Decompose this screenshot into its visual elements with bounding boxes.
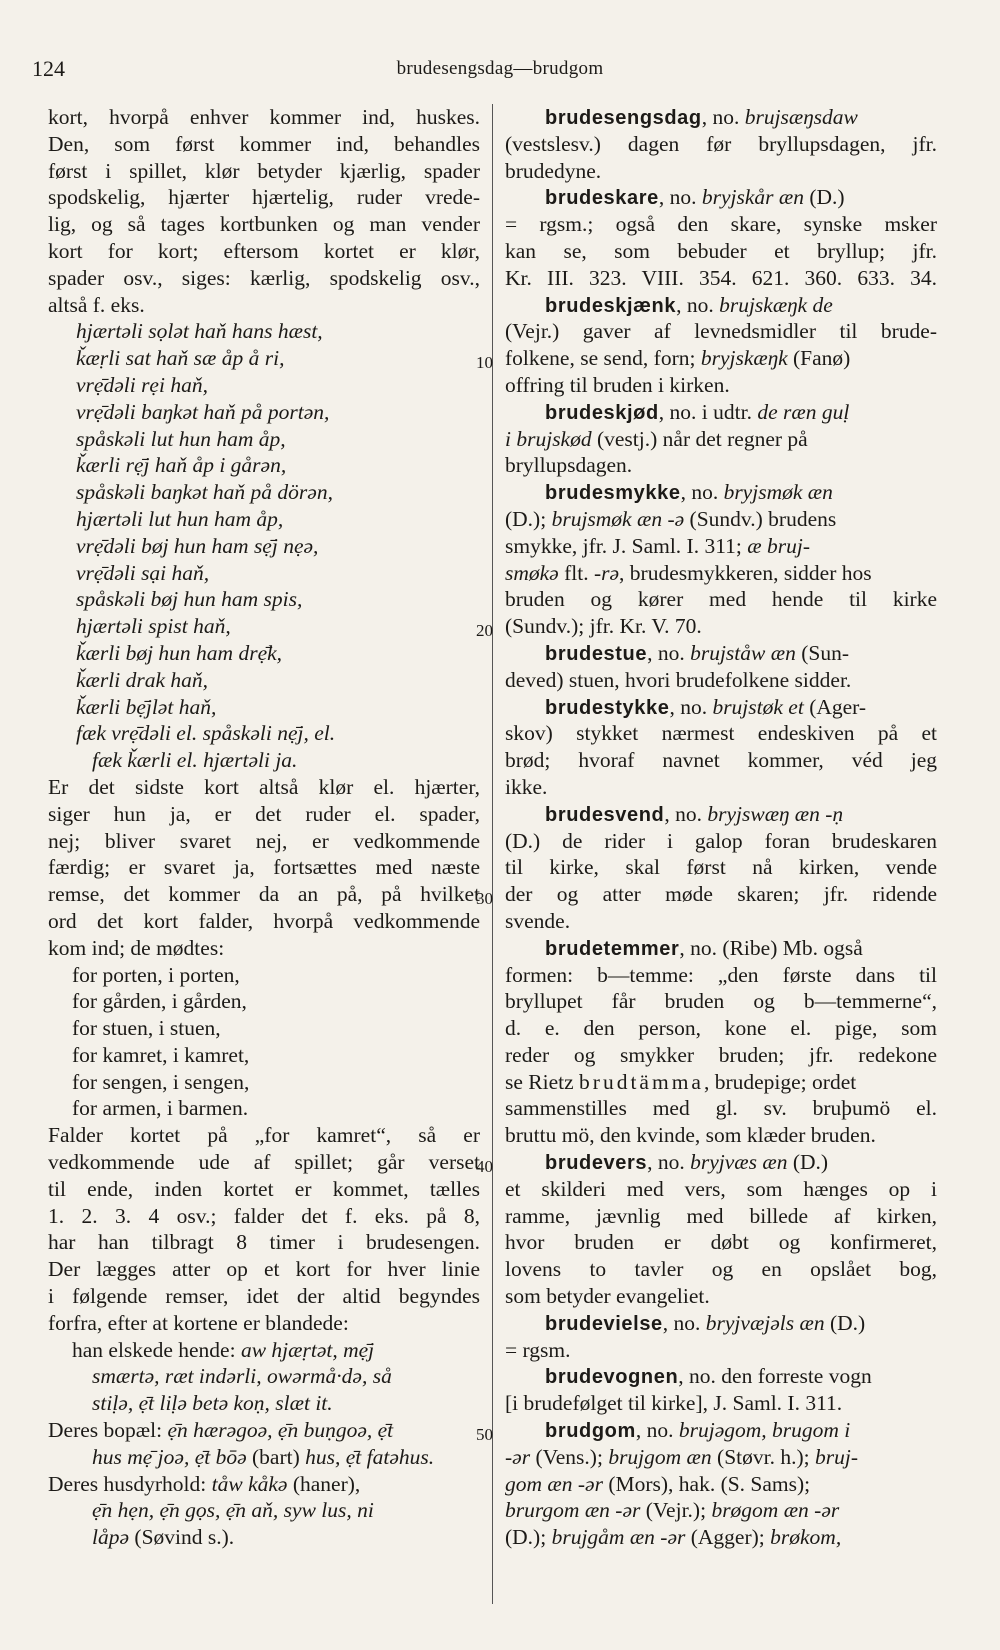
entry-brudgom	[505, 1417, 937, 1444]
text-line: lovens to tavler og en opslået bog,	[505, 1257, 937, 1282]
dialect-text: brujgom æn	[608, 1444, 712, 1469]
entry-text: , brudepige; ordet	[703, 1069, 857, 1094]
entry-text: , no. den forreste vogn	[678, 1364, 872, 1389]
entry-text: (Agger);	[685, 1525, 771, 1550]
headword: brudesmykke	[545, 482, 681, 505]
dialect-text: -rə	[593, 560, 620, 585]
text-line	[505, 426, 937, 453]
entry-text: , no.	[676, 292, 720, 317]
dialect-text: brøkom,	[770, 1525, 842, 1550]
text-line: færdig; er svaret ja, fortsættes med næste	[48, 855, 480, 880]
entry-brudevielse	[505, 1310, 937, 1337]
text-line	[505, 1497, 937, 1524]
entry-text: (D.)	[803, 185, 845, 210]
text-line: formen: b—temme: „den første dans til	[505, 962, 937, 987]
text-line	[505, 345, 937, 372]
remse-line	[48, 1337, 480, 1364]
verse-line: fæk ǩærli el. hjærtəli ja.	[92, 748, 298, 773]
remse-label: han elskede hende:	[72, 1337, 241, 1362]
gloss-text: (Søvind s.).	[129, 1525, 235, 1550]
text-line: bruden og kører med hende til kirke	[505, 587, 937, 612]
headword: brudevognen	[545, 1366, 679, 1389]
entry-text: , no.	[680, 480, 724, 505]
dialect-text: bryjswæŋ æn -ṇ	[707, 801, 844, 826]
text-line: til ende, inden kortet er kommet, tælles	[48, 1176, 480, 1201]
text-line: (Vejr.) gaver af levnedsmidler til brude-	[505, 319, 937, 344]
dialect-text: hus, ẹ̄t fatəhus.	[305, 1444, 435, 1469]
entry-brudevers	[505, 1149, 937, 1176]
text-line	[505, 506, 937, 533]
rhyme-line: for gården, i gården,	[72, 989, 247, 1014]
entry-brudesmykke	[505, 479, 937, 506]
column-divider	[492, 104, 493, 1604]
headword: brudesengsdag	[545, 107, 702, 129]
entry-text: (Vens.);	[530, 1444, 609, 1469]
entry-text: , brudesmykkeren, sidder hos	[619, 560, 872, 585]
remse-line: stiḷə, ẹ̄t liḷə betə koṇ, slæt it.	[92, 1391, 333, 1416]
line-number-40: 40	[476, 1157, 493, 1176]
headword: brudeskjød	[545, 401, 659, 424]
verse-line: ǩærli drak haň,	[76, 667, 208, 692]
text-line: deved) stuen, hvori brudefolkene sidder.	[505, 667, 852, 692]
headword: brudetemmer	[545, 937, 680, 960]
line-number-50: 50	[476, 1425, 493, 1444]
entry-text: (Støvr. h.);	[711, 1444, 815, 1469]
dialect-text: brujstøk et	[712, 694, 804, 719]
text-line: lig, og så tages kortbunken og man vender	[48, 212, 480, 237]
verse-line: vrẹ̄dəli baŋkət haň på portən,	[76, 399, 330, 424]
dialect-text: de ræn guḷ	[757, 399, 850, 424]
text-line: sammenstilles med gl. sv. bruþumö el.	[505, 1096, 937, 1121]
gloss-text: (haner),	[287, 1471, 361, 1496]
dialect-text: bruj-	[814, 1444, 858, 1469]
dialect-text: brujsæŋsdaw	[744, 105, 858, 129]
remse-label: Deres husdyrhold:	[48, 1471, 212, 1496]
text-line: først i spillet, klør betyder kjærlig, spader	[48, 158, 480, 183]
dialect-text: bryjvæs æn	[690, 1150, 788, 1175]
text-line: 1. 2. 3. 4 osv.; falder det f. eks. på 8,	[48, 1203, 480, 1228]
remse-line	[48, 1524, 480, 1551]
text-line: Kr. III. 323. VIII. 354. 621. 360. 633. 34.	[505, 265, 937, 290]
verse-line: ǩærli bøj hun ham drẹ̄k,	[76, 640, 283, 665]
entry-text: , no.	[647, 640, 691, 665]
entry-text: (D.);	[505, 506, 552, 531]
text-line: Er det sidste kort altså klør el. hjærter,	[48, 774, 480, 799]
text-line	[505, 1524, 937, 1551]
text-line: [i brudefølget til kirke], J. Saml. I. 311.	[505, 1391, 843, 1416]
entry-text: (Mors), hak. (S. Sams);	[602, 1471, 811, 1496]
dialect-text: -ər	[505, 1444, 531, 1469]
text-line: svende.	[505, 908, 571, 933]
verse-line: vrẹ̄dəli bøj hun ham sẹ̄j nẹə,	[76, 533, 319, 558]
entry-brudesengsdag	[505, 104, 937, 131]
entry-text: smykke, jfr. J. Saml. I. 311;	[505, 533, 748, 558]
line-number-20: 20	[476, 621, 493, 640]
entry-text: (Ager-	[803, 694, 867, 719]
entry-text: folkene, se send, forn;	[505, 346, 701, 371]
verse-line: hjærtəli sọlət haň hans hæst,	[76, 319, 323, 344]
text-line: spodskelig, hjærter hjærtelig, ruder vrede-	[48, 185, 480, 210]
text-line: ikke.	[505, 774, 548, 799]
entry-brudevognen	[505, 1363, 937, 1390]
dialect-text: æ bruj-	[747, 533, 810, 558]
verse-line: vrẹ̄dəli sại haň,	[76, 560, 210, 585]
dialect-text: tåw kåkə	[211, 1471, 288, 1496]
text-line: skov) stykket nærmest endeskiven på et	[505, 721, 937, 746]
verse-line: ǩærli rẹ̄j haň åp i gårən,	[76, 453, 287, 478]
entry-text: (D.);	[505, 1525, 552, 1550]
headword: brudestue	[545, 642, 648, 665]
text-line: ord det kort falder, hvorpå vedkommende	[48, 908, 480, 933]
dialect-text: ẹ̄n hærəgoə, ẹ̄n buṇgoə, ẹ̄t	[167, 1418, 394, 1443]
rhyme-line: for sengen, i sengen,	[72, 1069, 250, 1094]
remse-line	[48, 1444, 480, 1471]
entry-text: flt.	[558, 560, 594, 585]
text-line: der og atter møde skaren; jfr. ridende	[505, 882, 937, 907]
verse-line: hjærtəli spist haň,	[76, 614, 231, 639]
verse-line: ǩæṛli sat haň sæ åp å ri,	[76, 346, 285, 371]
dialect-text: låpə	[92, 1525, 130, 1550]
text-line: har han tilbragt 8 timer i brudesengen.	[48, 1230, 480, 1255]
verse-line: spåskəli baŋkət haň på dörən,	[76, 480, 333, 505]
entry-text: , no. (Ribe) Mb. også	[679, 935, 863, 960]
text-line: bruttu mö, den kvinde, som klæder bruden.	[505, 1123, 876, 1148]
verse-line: ǩærli bẹ̄jlət haň,	[76, 694, 217, 719]
text-line: bryllupsdagen.	[505, 453, 633, 478]
text-line: Falder kortet på „for kamret“, så er	[48, 1123, 480, 1148]
text-line: brudedyne.	[505, 158, 602, 183]
text-line: Der lægges atter op et kort for hver linie	[48, 1257, 480, 1282]
entry-text: se Rietz	[505, 1069, 580, 1094]
text-line: reder og smykker bruden; jfr. redekone	[505, 1042, 937, 1067]
remse-line: smærtə, ræt indərli, owərmå·də, så	[92, 1364, 392, 1389]
text-line: = rgsm.	[505, 1337, 571, 1362]
verse-line: vrẹ̄dəli rẹi haň,	[76, 372, 208, 397]
text-line: (Sundv.); jfr. Kr. V. 70.	[505, 614, 702, 639]
dialect-text: smøkə	[505, 560, 559, 585]
text-line: remse, det kommer da an på, på hvilket	[48, 882, 480, 907]
spaced-text: brudtämma	[579, 1069, 704, 1094]
text-line: siger hun ja, er det ruder el. spader,	[48, 801, 480, 826]
rhyme-line: for stuen, i stuen,	[72, 1016, 221, 1041]
entry-text: (Vejr.);	[640, 1498, 712, 1523]
text-line: bryllupet får bruden og b—temmerne“,	[505, 989, 937, 1014]
verse-line: fæk vrẹ̄dəli el. spåskəli nẹ̄j, el.	[76, 721, 336, 746]
rhyme-line: for kamret, i kamret,	[72, 1042, 250, 1067]
dialect-text: hus mẹ̄ joə, ẹ̄t bōə	[92, 1444, 247, 1469]
entry-text: , no.	[662, 1310, 706, 1335]
entry-brudeskare	[505, 184, 937, 211]
dialect-text: aw hjæṛtət, mẹ̄j	[240, 1337, 375, 1362]
dialect-text: brujsmøk æn -ə	[551, 506, 685, 531]
dialect-text: i brujskød	[505, 426, 592, 451]
text-line: ramme, jævnlig med billede af kirken,	[505, 1203, 937, 1228]
dialect-text: bryjskæŋk	[700, 346, 788, 371]
entry-text: , no.	[669, 694, 713, 719]
text-line: vedkommende ude af spillet; går verset	[48, 1150, 480, 1175]
dialect-text: brujəgom, brugom i	[678, 1418, 851, 1443]
page-number: 124	[32, 56, 65, 81]
text-line: nej; bliver svaret nej, er vedkommende	[48, 828, 480, 853]
headword: brudeskare	[545, 187, 659, 210]
headword: brudesvend	[545, 803, 665, 826]
dialect-text: bryjvæjəls æn	[705, 1310, 825, 1335]
dialect-text: brøgom æn -ər	[711, 1498, 840, 1523]
entry-text: , no.	[701, 105, 745, 129]
entry-text: (vestj.) når det regner på	[591, 426, 808, 451]
text-line: kort, hvorpå enhver kommer ind, huskes.	[48, 105, 480, 129]
text-line: brød; hvoraf navnet kommer, véd jeg	[505, 748, 937, 773]
text-line: (D.) de rider i galop foran brudeskaren	[505, 828, 937, 853]
text-line: spader osv., siges: kærlig, spodskelig osv.,	[48, 265, 480, 290]
text-line: kom ind; de mødtes:	[48, 935, 225, 960]
entry-text: , no.	[664, 801, 708, 826]
dialect-text: gom æn -ər	[505, 1471, 603, 1496]
remse-label: Deres bopæl:	[48, 1418, 168, 1443]
headword: brudevers	[545, 1152, 648, 1175]
text-line: som betyder evangeliet.	[505, 1284, 710, 1309]
text-line: i følgende remser, idet der altid begyndes	[48, 1284, 480, 1309]
remse-line	[48, 1471, 480, 1498]
entry-text: (Sun-	[795, 640, 849, 665]
entry-text: (D.)	[787, 1150, 829, 1175]
entry-text: (Sundv.) brudens	[684, 506, 837, 531]
remse-line: ẹ̄n hẹn, ẹ̄n gọs, ẹ̄n aň, syw lus, ni	[92, 1498, 374, 1523]
verse-line: hjærtəli lut hun ham åp,	[76, 506, 284, 531]
entry-brudetemmer	[505, 935, 937, 962]
line-number-30: 30	[476, 889, 493, 908]
right-column	[505, 104, 937, 1551]
text-line: (vestslesv.) dagen før bryllupsdagen, jfr.	[505, 131, 937, 156]
entry-text: , no. i udtr.	[658, 399, 758, 424]
remse-line	[48, 1417, 480, 1444]
text-line: forfra, efter at kortene er blandede:	[48, 1310, 349, 1335]
headword: brudeskjænk	[545, 294, 677, 317]
dialect-text: brurgom æn -ər	[505, 1498, 641, 1523]
dialect-text: bryjskår æn	[701, 185, 804, 210]
headword: brudevielse	[545, 1312, 663, 1335]
text-line: Den, som først kommer ind, behandles	[48, 131, 480, 156]
text-line	[505, 1444, 937, 1471]
text-line: et skilderi med vers, som hænges op i	[505, 1176, 937, 1201]
text-line	[505, 533, 937, 560]
entry-brudeskjod	[505, 399, 937, 426]
gloss-text: (bart)	[246, 1444, 306, 1469]
line-number-10: 10	[476, 353, 493, 372]
dialect-text: brujståw æn	[690, 640, 796, 665]
text-line	[505, 1471, 937, 1498]
left-column	[48, 104, 480, 1551]
running-head: brudesengsdag—brudgom	[396, 58, 604, 79]
entry-text: , no.	[647, 1150, 691, 1175]
dialect-text: brujskæŋk de	[719, 292, 833, 317]
text-line: til kirke, skal først nå kirken, vende	[505, 855, 937, 880]
entry-text: (Fanø)	[787, 346, 851, 371]
text-line: altså f. eks.	[48, 292, 145, 317]
text-line: kan se, som bebuder et bryllup; jfr.	[505, 238, 937, 263]
verse-line: spåskəli lut hun ham åp,	[76, 426, 286, 451]
text-line	[505, 560, 937, 587]
text-line: offring til bruden i kirken.	[505, 372, 730, 397]
verse-line: spåskəli bøj hun ham spis,	[76, 587, 303, 612]
headword: brudestykke	[545, 696, 670, 719]
dialect-text: brujgåm æn -ər	[551, 1525, 686, 1550]
text-line: hvor bruden er døbt og konfirmeret,	[505, 1230, 937, 1255]
text-line: d. e. den person, kone el. pige, som	[505, 1016, 937, 1041]
entry-brudestykke	[505, 694, 937, 721]
text-line	[505, 1069, 937, 1096]
entry-brudeskjaenk	[505, 292, 937, 319]
entry-text: , no.	[658, 185, 702, 210]
dialect-text: bryjsmøk æn	[723, 480, 833, 505]
text-line: kort for kort; eftersom kortet er klør,	[48, 238, 480, 263]
entry-brudestue	[505, 640, 937, 667]
entry-text: , no.	[635, 1418, 679, 1443]
entry-text: (D.)	[824, 1310, 866, 1335]
rhyme-line: for porten, i porten,	[72, 962, 240, 987]
rhyme-line: for armen, i barmen.	[72, 1096, 249, 1121]
entry-brudesvend	[505, 801, 937, 828]
text-line: = rgsm.; også den skare, synske msker	[505, 212, 937, 237]
headword: brudgom	[545, 1420, 636, 1443]
